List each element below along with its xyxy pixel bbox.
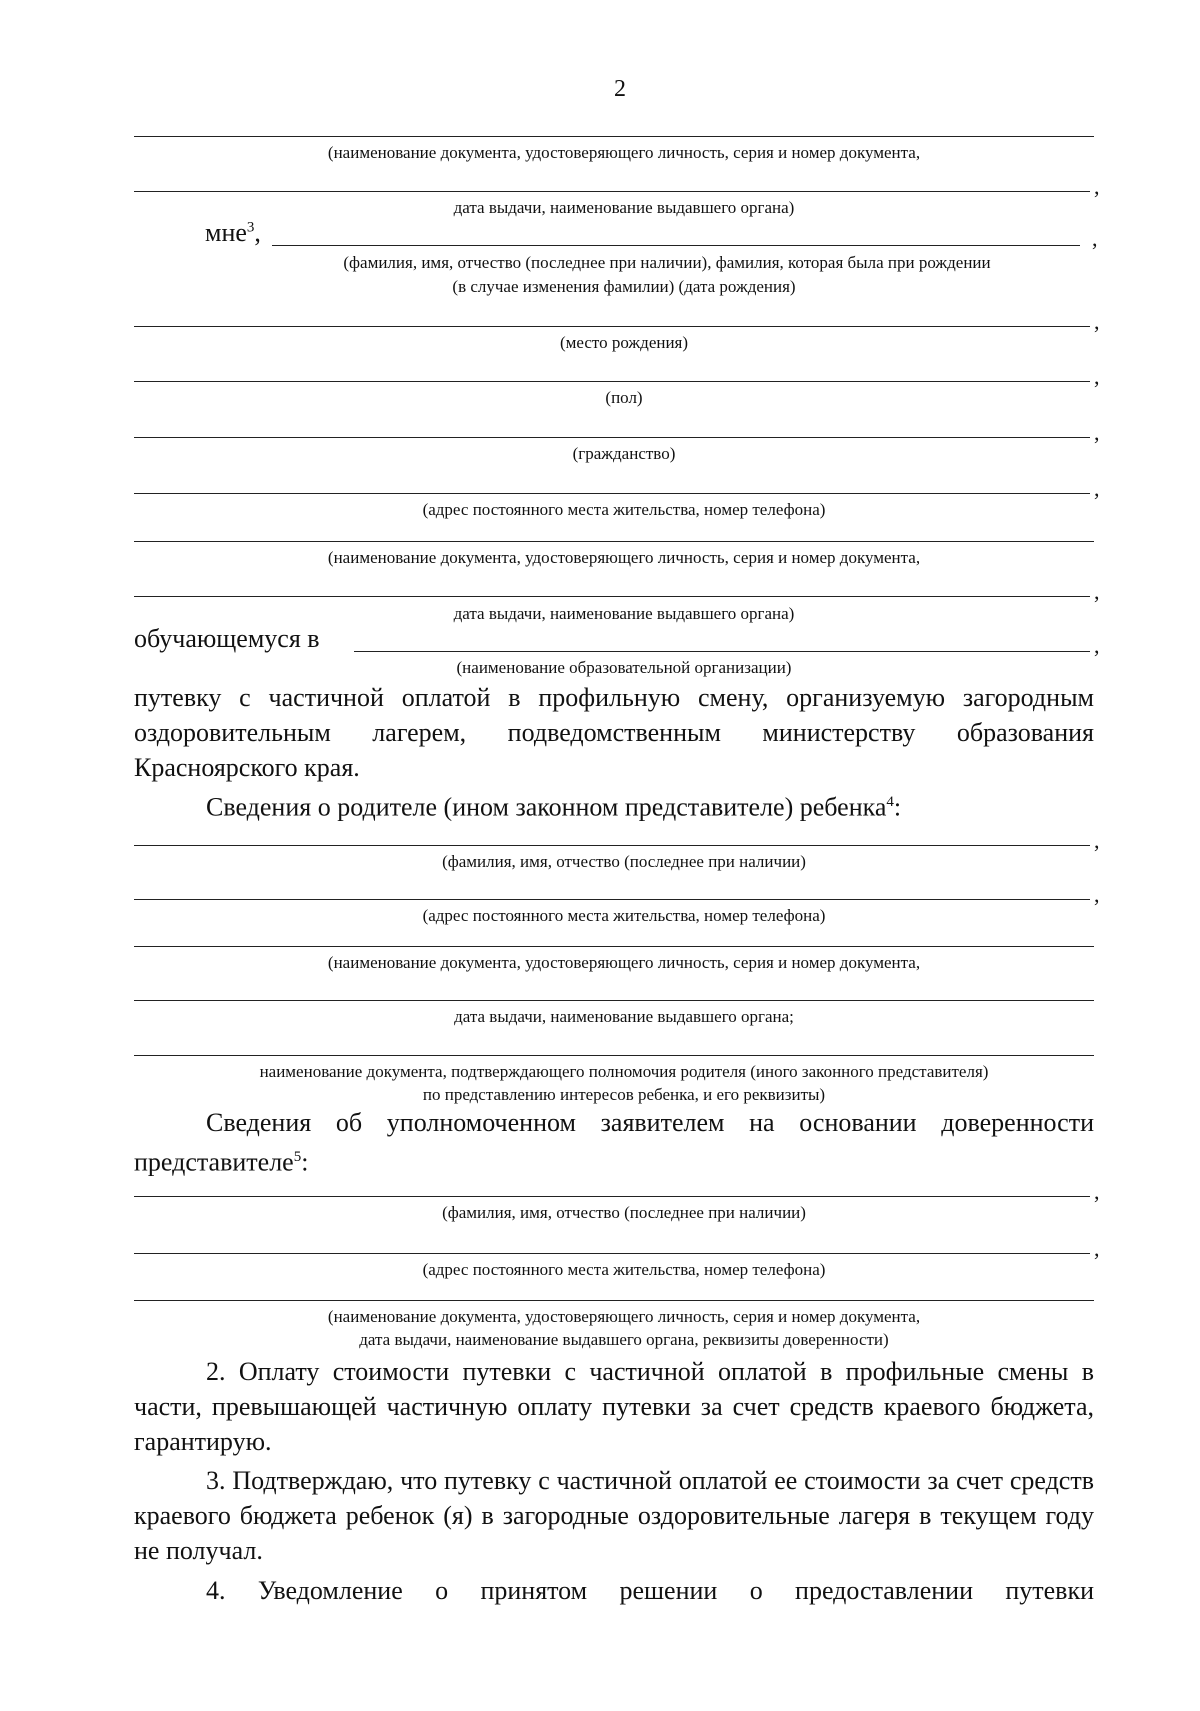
caption-fio-birth: (фамилия, имя, отчество (последнее при наличии), фамилия, которая была при рождении: [343, 253, 991, 272]
paragraph-item-2: 2. Оплату стоимости путевки с частичной оплатой в профильные смены в части, превышающей частичную оплату путевки за счет средств краевого бюджета, гарантирую.: [134, 1357, 1094, 1456]
paragraph-item-4: 4. Уведомление о принятом решении о предоставлении путевки: [206, 1576, 1094, 1605]
caption-citizenship: (гражданство): [572, 444, 676, 463]
blank-line: [134, 493, 1090, 494]
comma: ,: [1094, 420, 1100, 445]
caption-authority-doc: наименование документа, подтверждающего полномочия родителя (иного законного представителя): [259, 1062, 989, 1081]
comma: ,: [1094, 828, 1100, 853]
blank-line: [134, 1253, 1090, 1254]
comma: ,: [1094, 1179, 1100, 1204]
caption-rep-fio: (фамилия, имя, отчество (последнее при наличии): [442, 1203, 806, 1222]
heading-rep-info: Сведения об уполномоченном заявителем на основании доверенности представителе$^5$:: [134, 1108, 1094, 1177]
caption-school: (наименование образовательной организации): [456, 658, 792, 677]
blank-line: [134, 136, 1094, 137]
blank-line: [134, 1196, 1090, 1197]
caption-parent-fio: (фамилия, имя, отчество (последнее при наличии): [442, 852, 806, 871]
comma: ,: [1094, 1236, 1100, 1261]
comma: ,: [1094, 882, 1100, 907]
blank-line: [134, 1055, 1094, 1056]
caption-fio-birth-2: (в случае изменения фамилии) (дата рождения): [452, 277, 796, 296]
caption-rep-doc-2: дата выдачи, наименование выдавшего органа, реквизиты доверенности): [359, 1330, 889, 1349]
blank-line: [134, 326, 1090, 327]
blank-line: [134, 1000, 1094, 1001]
paragraph-voucher: путевку с частичной оплатой в профильную смену, организуемую загородным оздоровительным лагерем, подведомственным министерству образования Красноярского края.: [134, 683, 1094, 782]
caption-parent-address: (адрес постоянного места жительства, номер телефона): [422, 906, 826, 925]
caption-doc-id-2: (наименование документа, удостоверяющего личность, серия и номер документа,: [327, 548, 921, 567]
caption-parent-doc-id: (наименование документа, удостоверяющего личность, серия и номер документа,: [327, 953, 921, 972]
comma: ,: [1094, 476, 1100, 501]
caption-doc-id: (наименование документа, удостоверяющего личность, серия и номер документа,: [327, 143, 921, 162]
comma: ,: [1094, 364, 1100, 389]
blank-line: [134, 899, 1090, 900]
blank-line: [134, 596, 1090, 597]
blank-line: [134, 1300, 1094, 1301]
caption-birthplace: (место рождения): [559, 333, 689, 352]
caption-rep-address: (адрес постоянного места жительства, номер телефона): [422, 1260, 826, 1279]
blank-line: [134, 946, 1094, 947]
comma: ,: [1094, 309, 1100, 334]
caption-sex: (пол): [605, 388, 643, 407]
caption-doc-issue: дата выдачи, наименование выдавшего органа): [453, 198, 795, 217]
comma: ,: [1094, 633, 1100, 658]
blank-line: [272, 245, 1080, 246]
blank-line: [354, 651, 1090, 652]
blank-line: [134, 845, 1090, 846]
caption-doc-issue-2: дата выдачи, наименование выдавшего органа): [453, 604, 795, 623]
caption-authority-doc-2: по представлению интересов ребенка, и его реквизиты): [422, 1085, 826, 1104]
comma: ,: [1094, 174, 1100, 199]
comma: ,: [1094, 579, 1100, 604]
caption-parent-doc-issue: дата выдачи, наименование выдавшего органа;: [454, 1007, 794, 1026]
comma: ,: [1092, 226, 1098, 251]
caption-address: (адрес постоянного места жительства, номер телефона): [422, 500, 826, 519]
blank-line: [134, 191, 1090, 192]
blank-line: [134, 381, 1090, 382]
label-mne: мне$^3$,: [205, 218, 261, 247]
caption-rep-doc: (наименование документа, удостоверяющего личность, серия и номер документа,: [327, 1307, 921, 1326]
blank-line: [134, 437, 1090, 438]
page-number: 2: [614, 76, 626, 102]
label-student-of: обучающемуся в: [134, 624, 320, 653]
blank-line: [134, 541, 1094, 542]
paragraph-item-3: 3. Подтверждаю, что путевку с частичной оплатой ее стоимости за счет средств краевого бюджета ребенок (я) в загородные оздоровительные лагеря в текущем году не получал.: [134, 1466, 1094, 1565]
heading-parent-info: Сведения о родителе (ином законном представителе) ребенка$^4$:: [206, 792, 902, 822]
